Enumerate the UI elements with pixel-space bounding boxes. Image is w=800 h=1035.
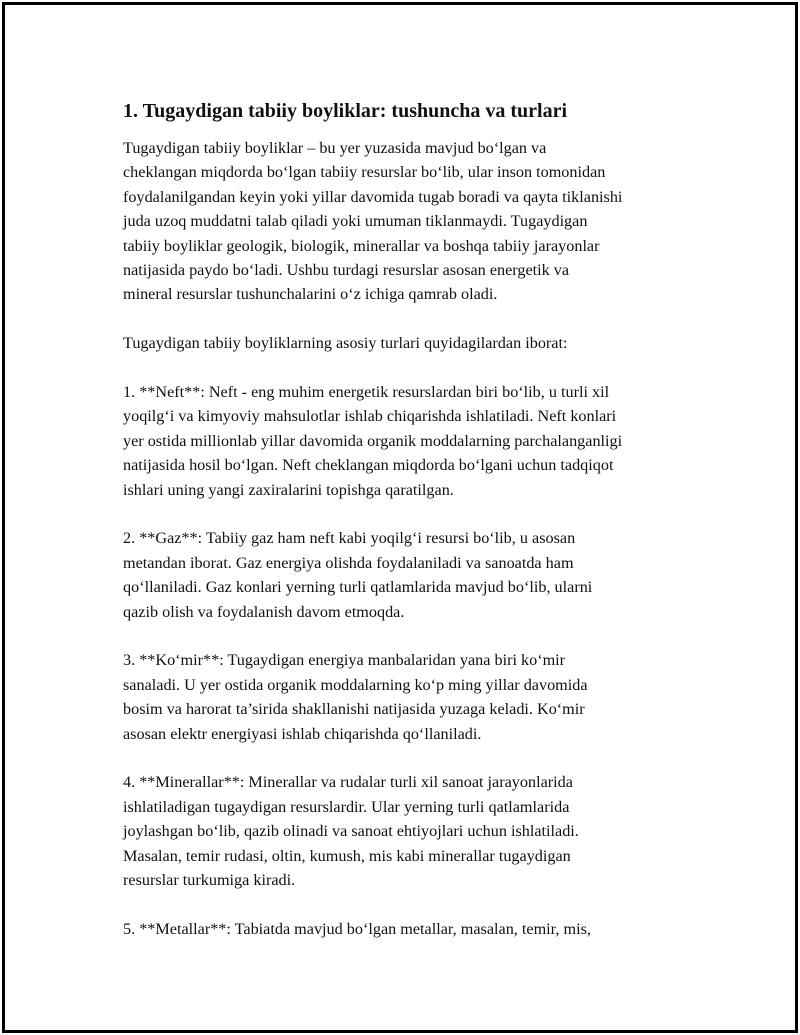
paragraph-item-coal: [120, 648, 720, 746]
text-line: cheklangan miqdorda bo‘lgan tabiiy resurslar bo‘lib, ular inson tomonidan: [123, 163, 606, 182]
paragraph-item-minerals: [120, 770, 720, 892]
text-line: joylashgan bo‘lib, qazib olinadi va sanoat ehtiyojlari uchun ishlatiladi.: [123, 822, 579, 841]
text-line: foydalanilgandan keyin yoki yillar davomida tugab boradi va qayta tiklanishi: [123, 187, 623, 206]
text-line: 1. **Neft**: Neft - eng muhim energetik resurslardan biri bo‘lib, u turli xil: [123, 383, 610, 402]
text-line: natijasida hosil bo‘lgan. Neft cheklangan miqdorda bo‘lgani uchun tadqiqot: [123, 456, 614, 475]
paragraph-item-metals: [120, 917, 720, 941]
text-line: yoqilg‘i va kimyoviy mahsulotlar ishlab chiqarishda ishlatiladi. Neft konlari: [123, 407, 617, 426]
text-line: 4. **Minerallar**: Minerallar va rudalar turli xil sanoat jarayonlarida: [123, 773, 573, 792]
paragraph-item-gas: [120, 526, 720, 624]
text-line: 2. **Gaz**: Tabiiy gaz ham neft kabi yoqilg‘i resursi bo‘lib, u asosan: [123, 529, 576, 548]
text-line: resurslar turkumiga kiradi.: [123, 871, 296, 890]
text-line: mineral resurslar tushunchalarini o‘z ichiga qamrab oladi.: [123, 285, 498, 304]
text-line: 5. **Metallar**: Tabiatda mavjud bo‘lgan metallar, masalan, temir, mis,: [123, 919, 591, 938]
text-line: Tugaydigan tabiiy boyliklarning asosiy turlari quyidagilardan iborat:: [123, 334, 568, 353]
text-line: asosan elektr energiyasi ishlab chiqarishda qo‘llaniladi.: [123, 724, 482, 743]
text-line: sanaladi. U yer ostida organik moddalarning ko‘p ming yillar davomida: [123, 675, 588, 694]
text-line: Tugaydigan tabiiy boyliklar – bu yer yuzasida mavjud bo‘lgan va: [123, 139, 547, 157]
text-line: qazib olish va foydalanish davom etmoqda.: [123, 602, 405, 621]
document-content: [120, 98, 720, 966]
text-line: Masalan, temir rudasi, oltin, kumush, mis kabi minerallar tugaydigan: [123, 846, 571, 865]
text-line: qo‘llaniladi. Gaz konlari yerning turli qatlamlarida mavjud bo‘lib, ularni: [123, 578, 593, 597]
text-line: ishlari uning yangi zaxiralarini topishga qaratilgan.: [123, 480, 454, 499]
text-line: metandan iborat. Gaz energiya olishda foydalaniladi va sanoatda ham: [123, 553, 574, 572]
text-line: ishlatiladigan tugaydigan resurslardir. Ular yerning turli qatlamlarida: [123, 797, 570, 816]
page-title: 1. Tugaydigan tabiiy boyliklar: tushuncha va turlari: [123, 100, 568, 122]
text-line: yer ostida millionlab yillar davomida organik moddalarning parchalanganligi: [123, 431, 623, 450]
text-line: bosim va harorat ta’sirida shakllanishi natijasida yuzaga keladi. Ko‘mir: [123, 700, 585, 719]
paragraph-types-intro: [120, 331, 720, 355]
text-line: 3. **Ko‘mir**: Tugaydigan energiya manbalaridan yana biri ko‘mir: [123, 651, 566, 670]
document-page: [2, 2, 798, 1033]
text-line: tabiiy boyliklar geologik, biologik, minerallar va boshqa tabiiy jarayonlar: [123, 236, 600, 255]
text-line: natijasida paydo bo‘ladi. Ushbu turdagi resurslar asosan energetik va: [123, 261, 570, 280]
paragraph-item-oil: [120, 380, 720, 502]
text-line: juda uzoq muddatni talab qiladi yoki umuman tiklanmaydi. Tugaydigan: [123, 212, 588, 231]
paragraph-intro: [120, 136, 720, 307]
